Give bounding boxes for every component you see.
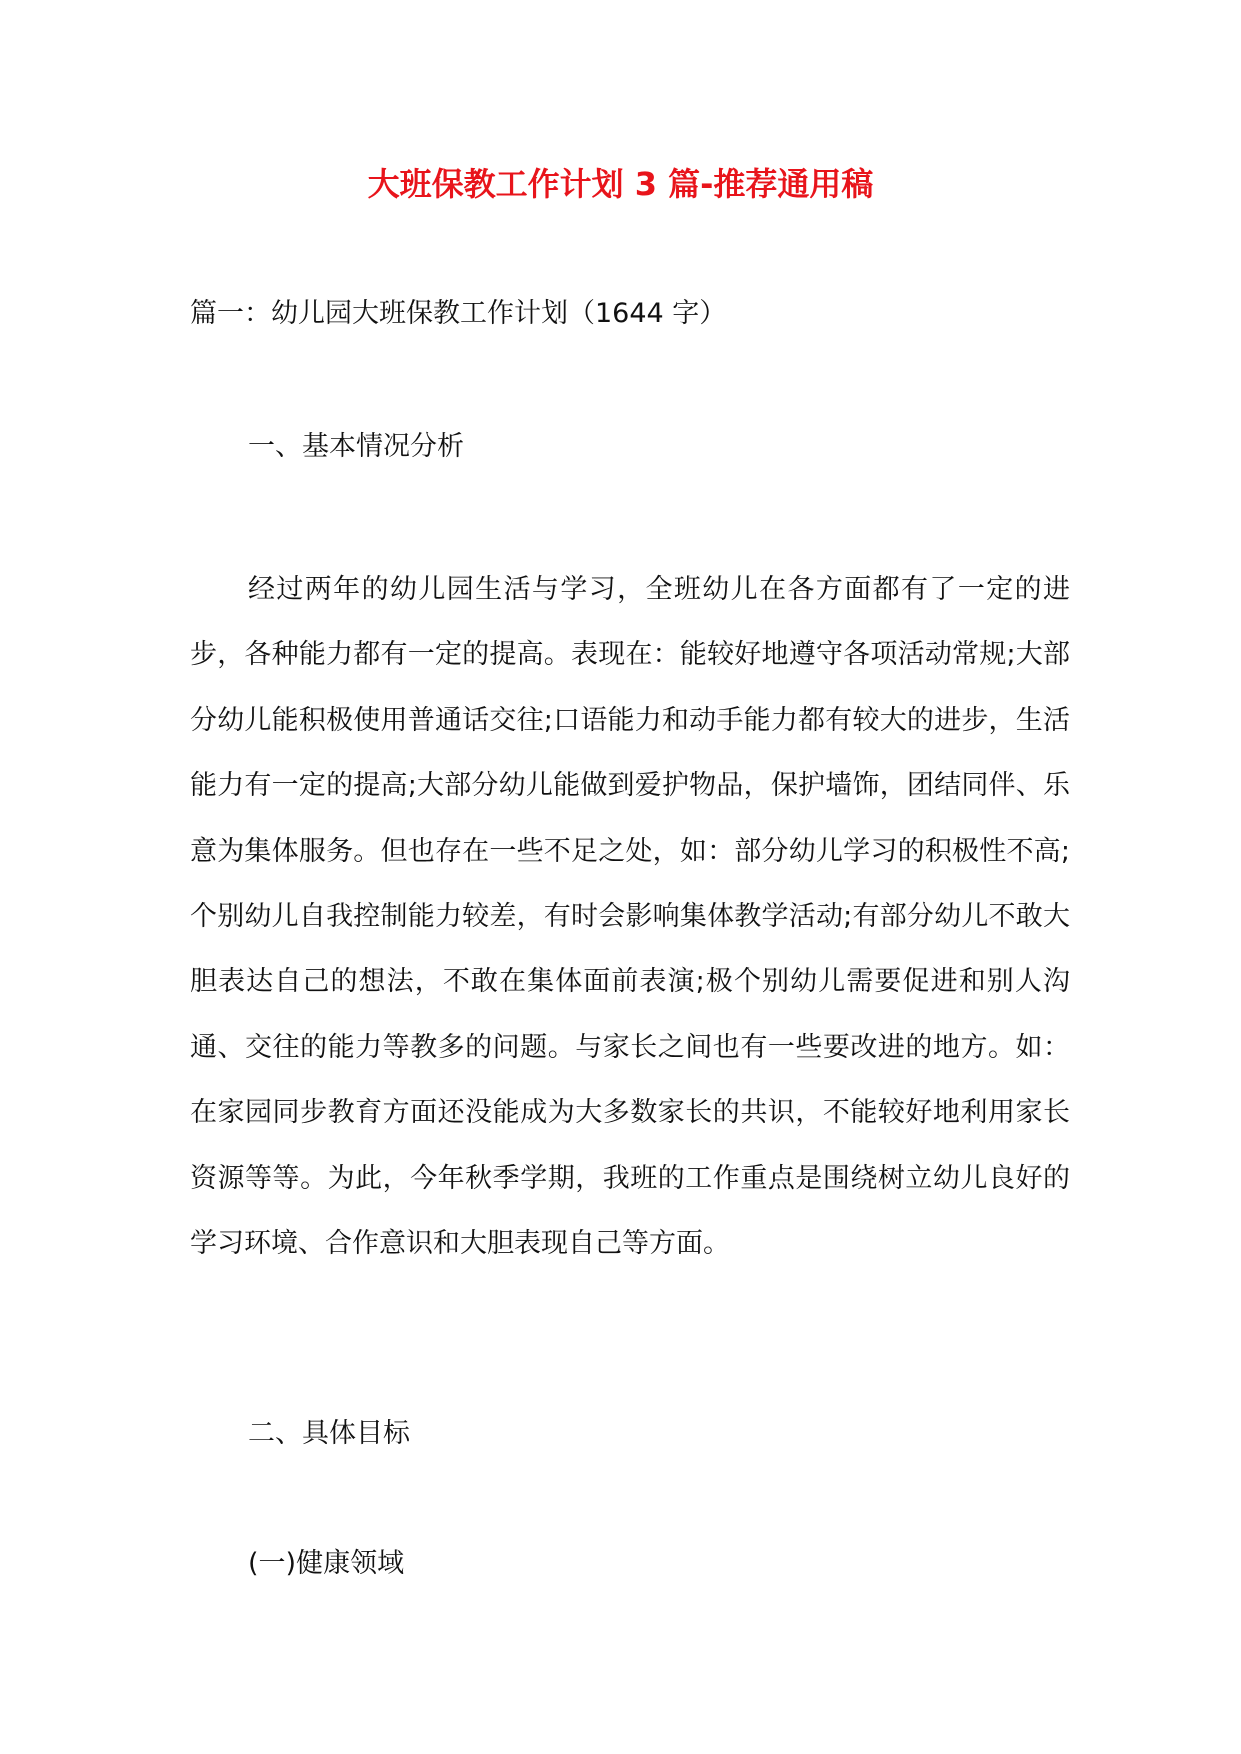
section-heading-specific-goals: 二、具体目标 bbox=[248, 1418, 410, 1449]
article-subtitle: 篇一：幼儿园大班保教工作计划（1644 字） bbox=[190, 298, 727, 329]
section-heading-basic-analysis: 一、基本情况分析 bbox=[248, 431, 464, 462]
subsection-heading-health: (一)健康领域 bbox=[248, 1548, 405, 1579]
document-title: 大班保教工作计划 3 篇-推荐通用稿 bbox=[367, 165, 874, 203]
section-paragraph-basic-analysis: 经过两年的幼儿园生活与学习，全班幼儿在各方面都有了一定的进步，各种能力都有一定的提高。表现在：能较好地遵守各项活动常规;大部分幼儿能积极使用普通话交往;口语能力和动手能力都有较大的进步，生活能力有一定的提高;大部分幼儿能做到爱护物品，保护墙饰，团结同伴、乐意为集体服务。但也存在一些不足之处，如：部分幼儿学习的积极性不高;个别幼儿自我控制能力较差，有时会影响集体教学活动;有部分幼儿不敢大胆表达自己的想法，不敢在集体面前表演;极个别幼儿需要促进和别人沟通、交往的能力等教多的问题。与家长之间也有一些要改进的地方。如：在家园同步教育方面还没能成为大多数家长的共识，不能较好地利用家长资源等等。为此，今年秋季学期，我班的工作重点是围绕树立幼儿良好的学习环境、合作意识和大胆表现自己等方面。 bbox=[190, 574, 1070, 1260]
